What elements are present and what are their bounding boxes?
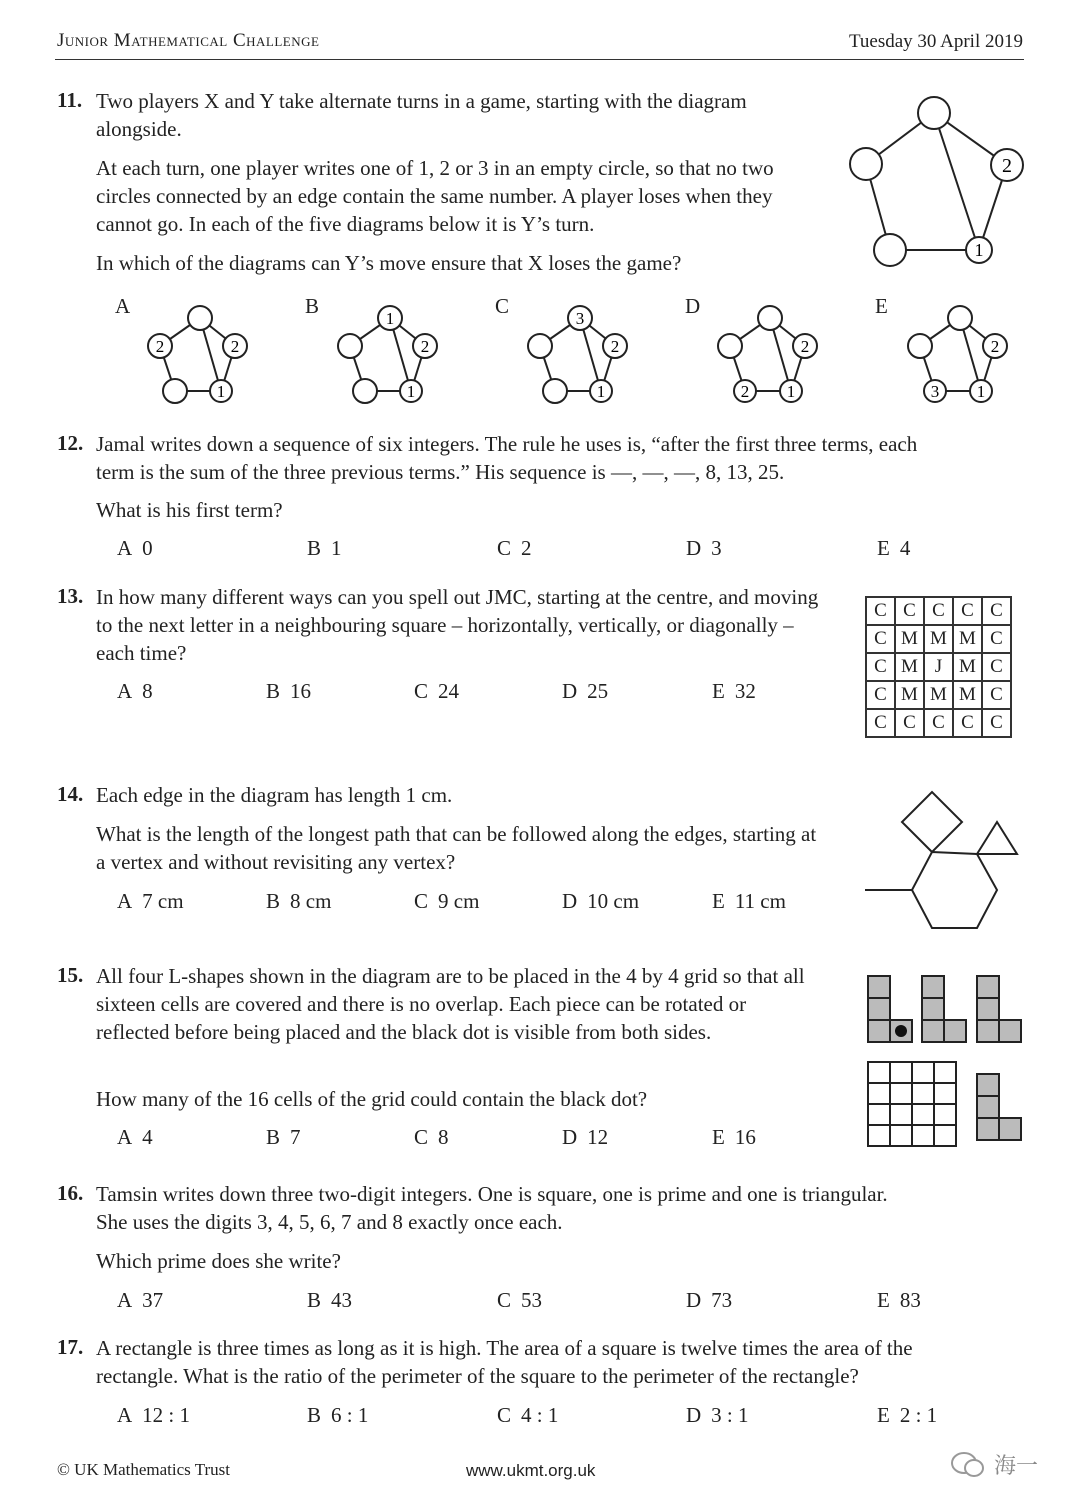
option-letter: C bbox=[497, 1403, 512, 1427]
option-value: 7 bbox=[290, 1125, 301, 1149]
option-letter: D bbox=[686, 1288, 702, 1312]
grid-cell: M bbox=[895, 625, 924, 653]
option-value: 32 bbox=[734, 679, 756, 703]
answer-option-e[interactable] bbox=[712, 889, 786, 914]
question-number: 11. bbox=[57, 88, 83, 112]
q11-paragraph-3: In which of the diagrams can Y’s move ensure that X loses the game? bbox=[96, 251, 682, 275]
q15-paragraph-1: All four L-shapes shown in the diagram are to be placed in the 4 by 4 grid so that all sixteen cells are covered and there is no overlap. Each piece can be rotated or reflected before being placed and the black dot is visible from both sides. bbox=[96, 964, 805, 1044]
circle-node bbox=[528, 334, 552, 358]
answer-option-e[interactable] bbox=[877, 1288, 921, 1313]
q17-line-1: A rectangle is three times as long as it is high. The area of a square is twelve times the area of the bbox=[96, 1336, 913, 1360]
option-value: 24 bbox=[438, 679, 460, 703]
grid-cell: M bbox=[924, 625, 953, 653]
answer-option-d[interactable] bbox=[562, 1125, 608, 1150]
q11-option-letter: A bbox=[115, 294, 131, 318]
circle-label: 2 bbox=[1002, 155, 1012, 177]
circle-label: 3 bbox=[575, 309, 585, 328]
answer-option-d[interactable] bbox=[562, 889, 639, 914]
answer-option-a[interactable] bbox=[117, 536, 153, 561]
q11-option-diagram bbox=[685, 298, 835, 413]
q16-line-2: She uses the digits 3, 4, 5, 6, 7 and 8 exactly once each. bbox=[96, 1210, 563, 1234]
circle-label: 3 bbox=[930, 382, 940, 401]
q13-text: In how many different ways can you spell out JMC, starting at the centre, and moving to the next letter in a neighbouring square – horizontally, vertically, or diagonally – each time? bbox=[96, 585, 819, 665]
option-letter: A bbox=[117, 1403, 133, 1427]
option-value: 8 bbox=[438, 1125, 449, 1149]
answer-option-e[interactable] bbox=[712, 679, 756, 704]
option-value: 2 bbox=[521, 536, 532, 560]
circle-node bbox=[758, 306, 782, 330]
answer-option-d[interactable] bbox=[686, 1403, 749, 1428]
grid-cell: M bbox=[895, 681, 924, 709]
jmc-letter-grid bbox=[865, 596, 1012, 738]
answer-option-a[interactable] bbox=[117, 1403, 190, 1428]
circle-node bbox=[543, 379, 567, 403]
footer-copyright: © UK Mathematics Trust bbox=[57, 1460, 231, 1479]
footer-url[interactable]: www.ukmt.org.uk bbox=[466, 1461, 596, 1480]
circle-label: 2 bbox=[610, 337, 620, 356]
option-value: 16 bbox=[734, 1125, 756, 1149]
q14-edge-diagram bbox=[860, 788, 1030, 938]
option-value: 4 bbox=[142, 1125, 153, 1149]
option-value: 1 bbox=[331, 536, 342, 560]
circle-node bbox=[163, 379, 187, 403]
grid-cell: C bbox=[924, 597, 953, 625]
chat-bubble-icon bbox=[950, 1450, 986, 1480]
q12-line-1: Jamal writes down a sequence of six integers. The rule he uses is, “after the first three terms, each bbox=[96, 432, 918, 456]
option-value: 4 bbox=[899, 536, 911, 560]
header-rule bbox=[55, 59, 1024, 60]
q11-option-diagram bbox=[495, 298, 645, 413]
option-value: 83 bbox=[899, 1288, 921, 1312]
grid-cell: M bbox=[953, 653, 982, 681]
option-value: 7 cm bbox=[142, 889, 184, 913]
option-value: 37 bbox=[142, 1288, 164, 1312]
circle-label: 2 bbox=[155, 337, 165, 356]
option-value: 8 bbox=[142, 679, 153, 703]
grid-cell: C bbox=[866, 625, 895, 653]
q16-question: Which prime does she write? bbox=[96, 1249, 341, 1273]
answer-option-e[interactable] bbox=[712, 1125, 756, 1150]
answer-option-e[interactable] bbox=[877, 536, 910, 561]
circle-label: 2 bbox=[740, 382, 750, 401]
q17-line-2: rectangle. What is the ratio of the perimeter of the square to the perimeter of the rectangle? bbox=[96, 1364, 859, 1388]
option-letter: B bbox=[266, 679, 281, 703]
question-number: 16. bbox=[57, 1181, 84, 1205]
circle-node bbox=[718, 334, 742, 358]
q11-main-diagram bbox=[840, 90, 1030, 275]
answer-option-a[interactable] bbox=[117, 889, 184, 914]
option-letter: C bbox=[497, 1288, 512, 1312]
grid-cell: M bbox=[953, 625, 982, 653]
q14-paragraph-1: Each edge in the diagram has length 1 cm. bbox=[96, 783, 453, 807]
option-value: 3 : 1 bbox=[711, 1403, 749, 1427]
answer-option-e[interactable] bbox=[877, 1403, 937, 1428]
grid-cell: C bbox=[866, 709, 895, 737]
question-number: 15. bbox=[57, 963, 84, 987]
grid-cell: M bbox=[924, 681, 953, 709]
answer-option-a[interactable] bbox=[117, 1125, 153, 1150]
answer-option-c[interactable] bbox=[497, 1403, 558, 1428]
option-value: 3 bbox=[711, 536, 722, 560]
circle-node bbox=[353, 379, 377, 403]
option-value: 10 cm bbox=[587, 889, 640, 913]
q11-option-diagram bbox=[875, 298, 1025, 413]
answer-option-d[interactable] bbox=[686, 1288, 732, 1313]
option-value: 11 cm bbox=[734, 889, 786, 913]
answer-option-c[interactable] bbox=[414, 1125, 449, 1150]
option-letter: D bbox=[686, 1403, 702, 1427]
answer-option-d[interactable] bbox=[562, 679, 608, 704]
circle-label: 2 bbox=[230, 337, 240, 356]
answer-option-c[interactable] bbox=[497, 1288, 542, 1313]
answer-option-b[interactable] bbox=[307, 1403, 368, 1428]
option-value: 16 bbox=[290, 679, 312, 703]
question-number: 17. bbox=[57, 1335, 84, 1359]
option-value: 53 bbox=[521, 1288, 543, 1312]
grid-cell: M bbox=[895, 653, 924, 681]
option-value: 8 cm bbox=[290, 889, 332, 913]
option-letter: A bbox=[117, 536, 133, 560]
page-header-date: Tuesday 30 April 2019 bbox=[848, 31, 1023, 52]
answer-option-a[interactable] bbox=[117, 679, 153, 704]
q11-option-letter: B bbox=[305, 294, 320, 318]
answer-option-a[interactable] bbox=[117, 1288, 163, 1313]
option-letter: B bbox=[307, 1288, 322, 1312]
answer-option-b[interactable] bbox=[307, 1288, 352, 1313]
option-value: 4 : 1 bbox=[521, 1403, 559, 1427]
grid-cell: M bbox=[953, 681, 982, 709]
option-value: 6 : 1 bbox=[331, 1403, 369, 1427]
q11-paragraph-1: Two players X and Y take alternate turns in a game, starting with the diagram alongside. bbox=[96, 89, 747, 141]
circle-node bbox=[908, 334, 932, 358]
grid-cell: C bbox=[866, 597, 895, 625]
answer-option-b[interactable] bbox=[307, 536, 342, 561]
circle-label: 1 bbox=[596, 382, 606, 401]
q11-option-letter: E bbox=[875, 294, 888, 318]
option-letter: A bbox=[117, 1125, 133, 1149]
circle-label: 1 bbox=[976, 382, 986, 401]
grid-cell: C bbox=[866, 653, 895, 681]
option-letter: C bbox=[414, 889, 429, 913]
circle-label: 2 bbox=[990, 337, 1000, 356]
option-letter: D bbox=[562, 889, 578, 913]
q11-option-diagram bbox=[115, 298, 265, 413]
answer-option-c[interactable] bbox=[497, 536, 532, 561]
answer-option-c[interactable] bbox=[414, 679, 459, 704]
q16-line-1: Tamsin writes down three two-digit integers. One is square, one is prime and one is triangular. bbox=[96, 1182, 888, 1206]
option-letter: B bbox=[266, 1125, 281, 1149]
answer-option-b[interactable] bbox=[266, 1125, 301, 1150]
option-letter: C bbox=[414, 1125, 429, 1149]
answer-option-b[interactable] bbox=[266, 889, 331, 914]
option-value: 25 bbox=[587, 679, 609, 703]
question-number: 12. bbox=[57, 431, 84, 455]
option-letter: C bbox=[497, 536, 512, 560]
q11-option-letter: C bbox=[495, 294, 510, 318]
grid-cell: C bbox=[982, 681, 1011, 709]
option-letter: E bbox=[877, 1403, 890, 1427]
option-letter: D bbox=[562, 679, 578, 703]
option-letter: E bbox=[712, 1125, 725, 1149]
option-value: 12 : 1 bbox=[142, 1403, 191, 1427]
grid-cell: C bbox=[895, 597, 924, 625]
grid-cell: C bbox=[982, 597, 1011, 625]
option-letter: E bbox=[877, 1288, 890, 1312]
option-value: 9 cm bbox=[438, 889, 480, 913]
circle-label: 1 bbox=[216, 382, 226, 401]
grid-cell: C bbox=[953, 597, 982, 625]
option-value: 73 bbox=[711, 1288, 733, 1312]
q12-line-2: term is the sum of the three previous terms.” His sequence is —, —, —, 8, 13, 25. bbox=[96, 460, 785, 484]
q12-question: What is his first term? bbox=[96, 498, 283, 522]
q15-l-shapes-diagram bbox=[860, 970, 1030, 1155]
option-letter: B bbox=[307, 536, 322, 560]
grid-cell: C bbox=[953, 709, 982, 737]
black-dot-icon bbox=[895, 1025, 907, 1037]
circle-label: 1 bbox=[786, 382, 796, 401]
grid-cell: C bbox=[982, 709, 1011, 737]
q11-paragraph-2: At each turn, one player writes one of 1, 2 or 3 in an empty circle, so that no two circles connected by an edge contain the same number. A player loses when they cannot go. In each of the five diagrams below it is Y’s turn. bbox=[96, 156, 774, 236]
option-letter: B bbox=[307, 1403, 322, 1427]
option-letter: E bbox=[877, 536, 890, 560]
circle-label: 2 bbox=[420, 337, 430, 356]
grid-cell: C bbox=[982, 625, 1011, 653]
q11-option-letter: D bbox=[685, 294, 701, 318]
circle-label: 1 bbox=[406, 382, 416, 401]
grid-cell: C bbox=[924, 709, 953, 737]
option-letter: A bbox=[117, 1288, 133, 1312]
option-letter: D bbox=[562, 1125, 578, 1149]
q14-paragraph-2: What is the length of the longest path that can be followed along the edges, starting at a vertex and without revisiting any vertex? bbox=[96, 822, 817, 874]
watermark-text: 海一 bbox=[994, 1454, 1039, 1479]
option-value: 12 bbox=[587, 1125, 609, 1149]
option-letter: E bbox=[712, 679, 725, 703]
question-number: 13. bbox=[57, 584, 84, 608]
question-number: 14. bbox=[57, 782, 84, 806]
q15-paragraph-2: How many of the 16 cells of the grid could contain the black dot? bbox=[96, 1087, 648, 1111]
grid-cell: C bbox=[982, 653, 1011, 681]
q11-option-diagram bbox=[305, 298, 455, 413]
circle-node bbox=[188, 306, 212, 330]
answer-option-c[interactable] bbox=[414, 889, 479, 914]
grid-cell: C bbox=[866, 681, 895, 709]
grid-cell: J bbox=[924, 653, 953, 681]
circle-label: 2 bbox=[800, 337, 810, 356]
option-letter: C bbox=[414, 679, 429, 703]
circle-label: 1 bbox=[974, 240, 984, 260]
option-value: 2 : 1 bbox=[899, 1403, 938, 1427]
watermark bbox=[950, 1449, 1038, 1480]
grid-cell: C bbox=[895, 709, 924, 737]
circle-node bbox=[338, 334, 362, 358]
option-letter: A bbox=[117, 889, 133, 913]
option-letter: B bbox=[266, 889, 281, 913]
circle-node bbox=[948, 306, 972, 330]
option-value: 43 bbox=[331, 1288, 353, 1312]
page-header-title: Junior Mathematical Challenge bbox=[57, 30, 320, 51]
circle-label: 1 bbox=[385, 309, 395, 328]
option-value: 0 bbox=[142, 536, 153, 560]
option-letter: D bbox=[686, 536, 702, 560]
answer-option-d[interactable] bbox=[686, 536, 722, 561]
option-letter: E bbox=[712, 889, 725, 913]
option-letter: A bbox=[117, 679, 133, 703]
answer-option-b[interactable] bbox=[266, 679, 311, 704]
